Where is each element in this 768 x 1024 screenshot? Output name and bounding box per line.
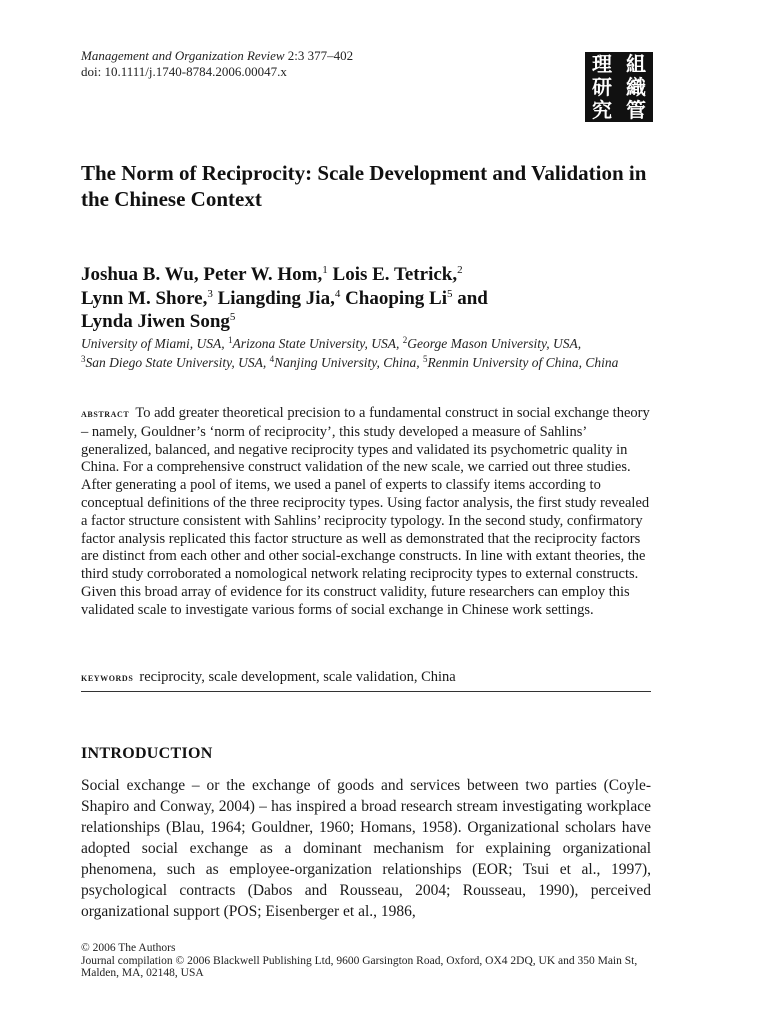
affiliation: San Diego State University, USA, <box>85 355 270 370</box>
abstract <box>81 405 651 620</box>
journal-name: Management and Organization Review <box>81 48 285 63</box>
journal-logo <box>585 52 653 122</box>
author-affiliation-marker: 5 <box>446 287 453 300</box>
logo-char: 管 <box>626 98 646 123</box>
journal-citation <box>81 48 353 64</box>
publisher-line: Journal compilation © 2006 Blackwell Publishing Ltd, 9600 Garsington Road, Oxford, OX4 2DQ, UK and 350 Main St, Malden, MA, 02148, USA <box>81 954 638 979</box>
author-name: Peter W. Hom, <box>203 264 323 285</box>
logo-char: 織 <box>626 74 646 99</box>
author-affiliation-marker: 3 <box>207 287 213 300</box>
author-name: Liangding Jia, <box>217 287 335 309</box>
keywords-label: keywords <box>81 672 134 684</box>
author-name: Lynda Jiwen Song <box>81 311 230 332</box>
logo-char: 組 <box>626 51 646 76</box>
journal-doi: doi: 10.1111/j.1740-8784.2006.00047.x <box>81 64 287 79</box>
author-name: Joshua B. Wu <box>81 264 194 285</box>
logo-char: 研 <box>592 74 612 99</box>
author-affiliation-marker: 5 <box>229 311 236 323</box>
keywords <box>81 668 651 687</box>
introduction-paragraph: Social exchange – or the exchange of goods and services between two parties (Coyle-Shapiro and Conway, 2004) – has inspired a broad research stream investigating workplace relationships (Blau, 1964; Gouldner, 1960; Homans, 1958). Organizational scholars have adopted social exchange as a dominant mechanism for explaining organizational phenomena, such as employee-organization relationships (EOR; Tsui et al., 1997), psychological contracts (Dabos and Rousseau, 2004; Rousseau, 1990), perceived organizational support (POS; Eisenberger et al., 1986, <box>81 777 651 920</box>
affiliation: Arizona State University, USA, <box>232 336 403 351</box>
author-name: Lynn M. Shore, <box>81 287 208 309</box>
affiliation: George Mason University, USA, <box>407 336 582 351</box>
author-name: Lois E. Tetrick, <box>332 264 458 285</box>
keywords-text: reciprocity, scale development, scale validation, China <box>139 669 456 685</box>
author-affiliation-marker: 4 <box>334 287 341 300</box>
logo-char: 理 <box>592 51 612 76</box>
affiliation: University of Miami, USA, <box>81 336 228 351</box>
affiliation: Renmin University of China, China <box>427 355 619 370</box>
abstract-text: To add greater theoretical precision to a fundamental construct in social exchange theory – namely, Gouldner’s ‘norm of reciprocity’, this study developed a measure of Sahlins’ generalized, balanced, and negative reciprocity types and validated its psychometric quality in China. For a comprehensive construct validation of the new scale, we carried out three studies. After generating a pool of items, we used a panel of experts to classify items according to conceptual definitions of the three reciprocity types. Using factor analysis, the first study revealed a factor structure consistent with Sahlins’ reciprocity typology. In the second study, confirmatory factor analysis replicated this factor structure as well as demonstrated that the reciprocity factors are distinct from each other and other social-exchange constructs. In line with extant theories, the third study corroborated a nomological network relating reciprocity types to external constructs. Given this broad array of evidence for its construct validity, future researchers can employ this validated scale to investigate various forms of social exchange in Chinese work settings. <box>81 405 650 618</box>
section-divider <box>81 691 651 692</box>
introduction-heading: INTRODUCTION <box>81 745 213 762</box>
abstract-label: abstract <box>81 408 130 420</box>
author-affiliation-marker: 1 <box>322 264 328 276</box>
copyright-line: © 2006 The Authors <box>81 942 176 954</box>
author-name: Chaoping Li <box>345 287 447 309</box>
logo-char: 究 <box>592 98 612 123</box>
author-list: Joshua B. Wu, Peter W. Hom,$^1$ Lois E. Tetrick,$^2$ Lynn M. Shore,$^3$ Liangding Jia,$^4$ Chaoping Li$^5$ and Lynda Jiwen Song$^5$ <box>81 264 488 332</box>
journal-meta <box>81 48 353 80</box>
affiliation-list: University of Miami, USA, $^1$Arizona State University, USA, $^2$George Mason University, USA, $^3$San Diego State University, USA, $^4$Nanjing University, China, $^5$Renmin University of China, China <box>81 335 619 370</box>
paper-title: The Norm of Reciprocity: Scale Development and Validation in the Chinese Context <box>81 161 647 211</box>
journal-volume-pages: 2:3 377–402 <box>287 48 354 63</box>
author-affiliation-marker: 2 <box>457 264 463 276</box>
affiliation: Nanjing University, China, <box>274 355 423 370</box>
page-footer <box>81 942 651 980</box>
